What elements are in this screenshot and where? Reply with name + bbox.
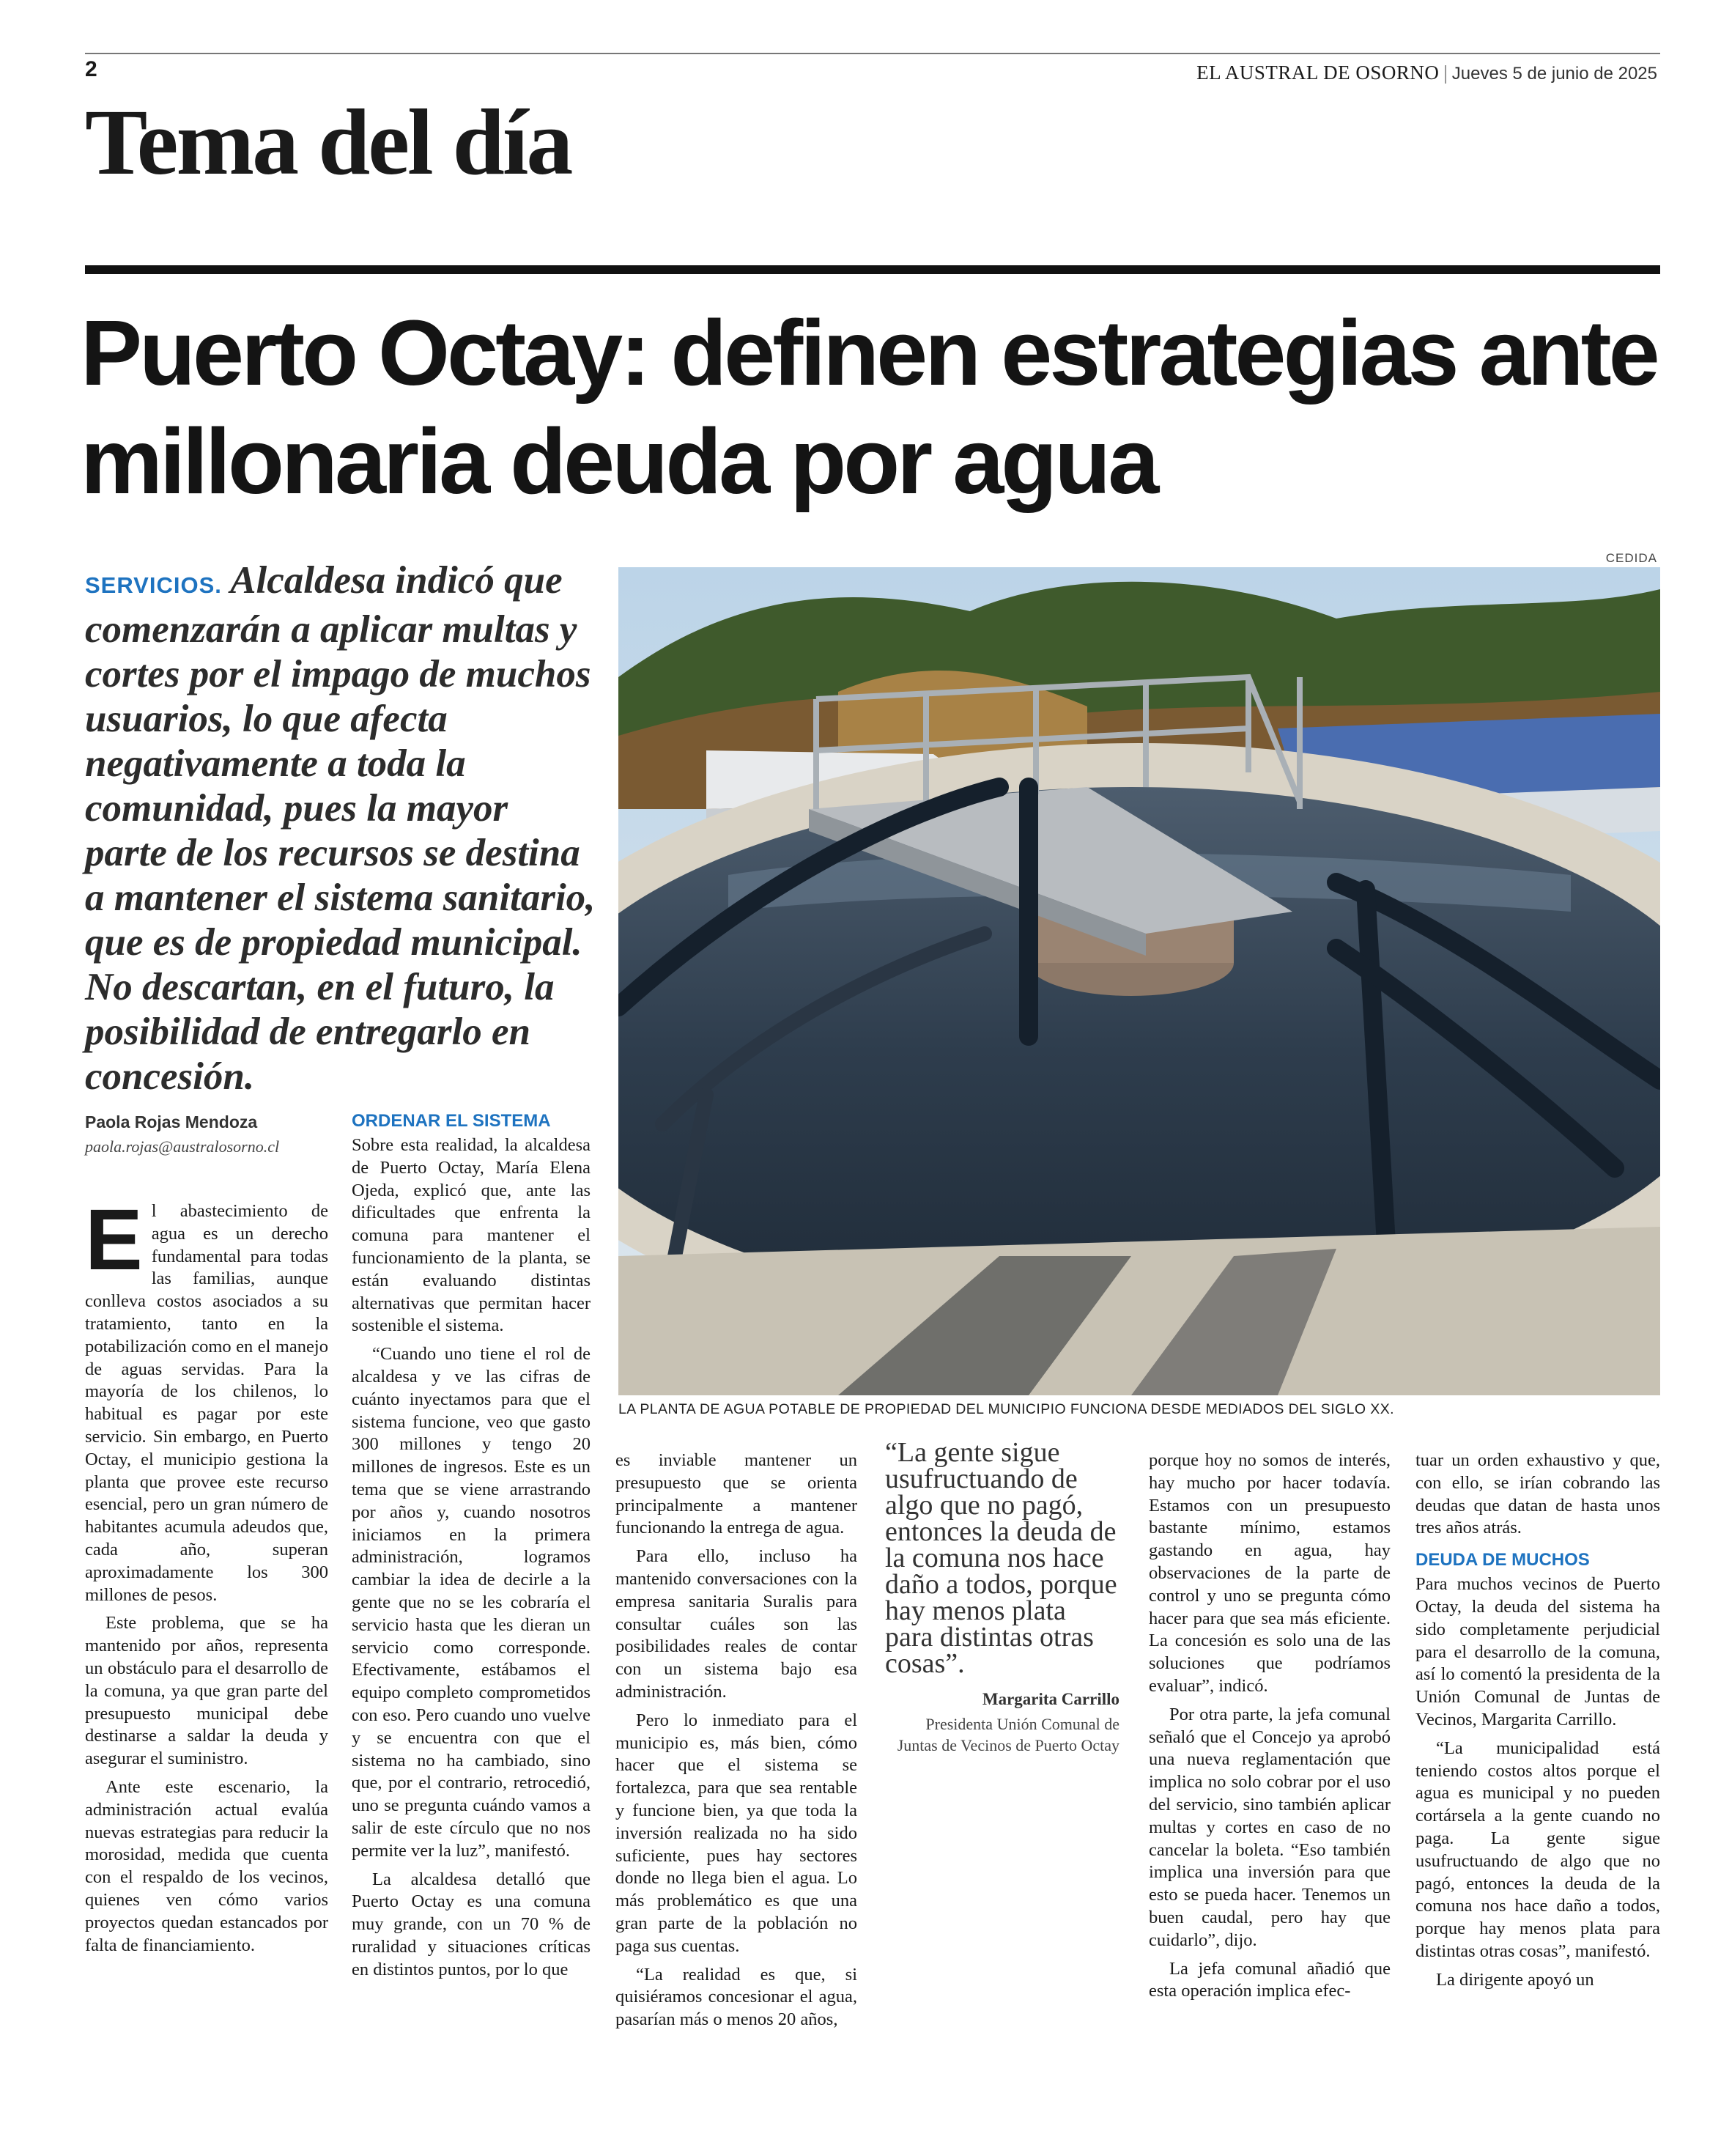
lead-kicker: SERVICIOS. (85, 572, 222, 598)
headline: Puerto Octay: definen estrategias ante millonaria deuda por agua (81, 301, 1657, 513)
article-paragraph (85, 1192, 328, 1606)
article-paragraph: tuar un orden exhaustivo y que, con ello, se irían cobrando las deudas que datan de hasta unos tres años atrás. (1415, 1450, 1660, 1538)
article-column-5 (1415, 1450, 1660, 1998)
author-name: Paola Rojas Mendoza (85, 1112, 258, 1131)
article-paragraph: porque hoy no somos de interés, hay mucho por hacer todavía. Estamos con un presupuesto bastante mínimo, estamos gastando en agua, hay observaciones de la parte de control y uno se pregunta cómo hacer para que sea más eficiente. La concesión es solo una de las soluciones que podríamos evaluar”, indicó. (1149, 1450, 1391, 1696)
water-plant-photo (618, 567, 1660, 1395)
pull-quote-name: Margarita Carrillo (982, 1690, 1119, 1708)
subhead-ordenar-sistema: ORDENAR EL SISTEMA (352, 1111, 551, 1131)
section-divider (85, 265, 1660, 274)
article-paragraph: “Cuando uno tiene el rol de alcaldesa y ve las cifras de cuánto inyectamos para que el sistema funcione, veo que gasto 300 millones y tengo 20 millones de ingresos. Este es un tema que se viene arrastrando por años y, cuando nosotros iniciamos en la primera administración, logramos cambiar la idea de decirle a la gente que no se les cobraría el servicio hasta que les dieran un servicio como corresponde. Efectivamente, estábamos el equipo completo comprometidos con eso. Pero cuando uno vuelve y se encuentra con que el sistema no ha cambiado, sino que, por el contrario, retrocedió, uno se pregunta cuándo vamos a salir de este círculo que no nos permite ver la luz”, manifestó. (352, 1344, 591, 1861)
article-column-4 (1149, 1450, 1391, 2009)
masthead (1196, 62, 1657, 84)
publication-name: EL AUSTRAL DE OSORNO (1196, 62, 1440, 84)
drop-cap: E (85, 1192, 143, 1288)
lead-text: Alcaldesa indicó que comenzarán a aplicar multas y cortes por el impago de muchos usuarios, lo que afecta negativamente a toda la comunidad, pues la mayor parte de los recursos se destina a mantener el sistema sanitario, que es de propiedad municipal. No descartan, en el futuro, la posibilidad de entregarlo en concesión. (85, 559, 596, 1098)
article-column-3 (615, 1450, 857, 2037)
lead-paragraph (85, 558, 598, 1099)
article-paragraph: La dirigente apoyó un (1436, 1969, 1594, 1990)
masthead-separator: | (1443, 62, 1448, 84)
article-paragraph: Sobre esta realidad, la alcaldesa de Puerto Octay, María Elena Ojeda, explicó que, ante las dificultades que enfrenta la comuna para mantener el funcionamiento de la planta, se están evaluando distintas alternativas que permitan hacer sostenible el sistema. (352, 1135, 591, 1336)
article-paragraph: “La municipalidad está teniendo costos altos porque el agua es municipal y no pueden cortársela a la gente cuando no paga. La gente sigue usufructuando de algo que no pagó, entonces la deuda de la comuna nos hace daño a todos, porque hay menos plata para distintas otras cosas”, manifestó. (1415, 1738, 1660, 1961)
article-paragraph: Para ello, incluso ha mantenido conversaciones con la empresa sanitaria Suralis para consultar cuáles son las posibilidades reales de contar con un sistema bajo esa administración. (615, 1546, 857, 1702)
article-paragraph: es inviable mantener un presupuesto que se orienta principalmente a mantener funcionando la entrega de agua. (615, 1450, 857, 1538)
article-paragraph: Para muchos vecinos de Puerto Octay, la deuda del sistema ha sido completamente perjudicial para el desarrollo de la comuna, así lo comentó la presidenta de la Unión Comunal de Juntas de Vecinos, Margarita Carrillo. (1415, 1574, 1660, 1729)
author-email[interactable]: paola.rojas@australosorno.cl (85, 1137, 280, 1156)
article-column-2 (352, 1111, 591, 1987)
water-plant-illustration (618, 567, 1660, 1395)
pull-quote: “La gente sigue usufructuando de algo que no pagó, entonces la deuda de la comuna nos hace daño a todos, porque hay menos plata para distintas otras cosas”. (885, 1437, 1117, 1679)
top-rule (85, 53, 1660, 54)
pull-quote-role: Presidenta Unión Comunal de Juntas de Vecinos de Puerto Octay (897, 1715, 1119, 1754)
article-column-1 (85, 1192, 328, 1963)
article-paragraph: La alcaldesa detalló que Puerto Octay es una comuna muy grande, con un 70 % de ruralidad y situaciones críticas en distintos puntos, por lo que (352, 1869, 591, 1979)
article-paragraph: “La realidad es que, si quisiéramos concesionar el agua, pasarían más o menos 20 años, (615, 1964, 857, 2030)
article-paragraph: Este problema, que se ha mantenido por años, representa un obstáculo para el desarrollo de la comuna, ya que gran parte del presupuesto municipal debe destinarse a saldar la deuda y asegurar el suministro. (85, 1613, 328, 1769)
section-title: Tema del día (85, 90, 571, 194)
article-paragraph-text: l abastecimiento de agua es un derecho fundamental para todas las familias, aunque conlleva costos asociados a su tratamiento, tanto en la potabilización como en el manejo de aguas servidas. Para la mayoría de los chilenos, lo habitual es pagar por este servicio. Sin embargo, en Puerto Octay, el municipio gestiona la planta que provee este recurso esencial, pero un gran número de habitantes acumula adeudos que, cada año, superan aproximadamente los 300 millones de pesos. (85, 1201, 328, 1605)
article-paragraph: Pero lo inmediato para el municipio es, más bien, cómo hacer que el sistema se fortalezca, para que sea rentable y funcione bien, ya que toda la inversión realizada no ha sido suficiente, pues hay sectores donde no llega bien el agua. Lo más problemático es que una gran parte de la población no paga sus cuentas. (615, 1710, 857, 1956)
photo-credit: CEDIDA (1605, 551, 1657, 565)
article-paragraph: Ante este escenario, la administración actual evalúa nuevas estrategias para reducir la morosidad, medida que cuenta con el respaldo de los vecinos, quienes ven cómo varios proyectos quedan estancados por falta de financiamiento. (85, 1776, 328, 1955)
page-number: 2 (85, 57, 97, 81)
issue-date: Jueves 5 de junio de 2025 (1451, 64, 1657, 84)
subhead-deuda-de-muchos: DEUDA DE MUCHOS (1415, 1550, 1590, 1570)
article-paragraph: Por otra parte, la jefa comunal señaló que el Concejo ya aprobó una nueva reglamentación que implica no solo cobrar por el uso del servicio, sino también aplicar multas y cortes en caso de no cancelar la boleta. “Eso también implica una inversión para que esto se pueda hacer. Tenemos un buen caudal, pero hay que cuidarlo”, dijo. (1149, 1704, 1391, 1950)
article-paragraph: La jefa comunal añadió que esta operación implica efec- (1149, 1958, 1391, 2001)
photo-caption: LA PLANTA DE AGUA POTABLE DE PROPIEDAD DEL MUNICIPIO FUNCIONA DESDE MEDIADOS DEL SIGLO XX. (618, 1401, 1394, 1417)
